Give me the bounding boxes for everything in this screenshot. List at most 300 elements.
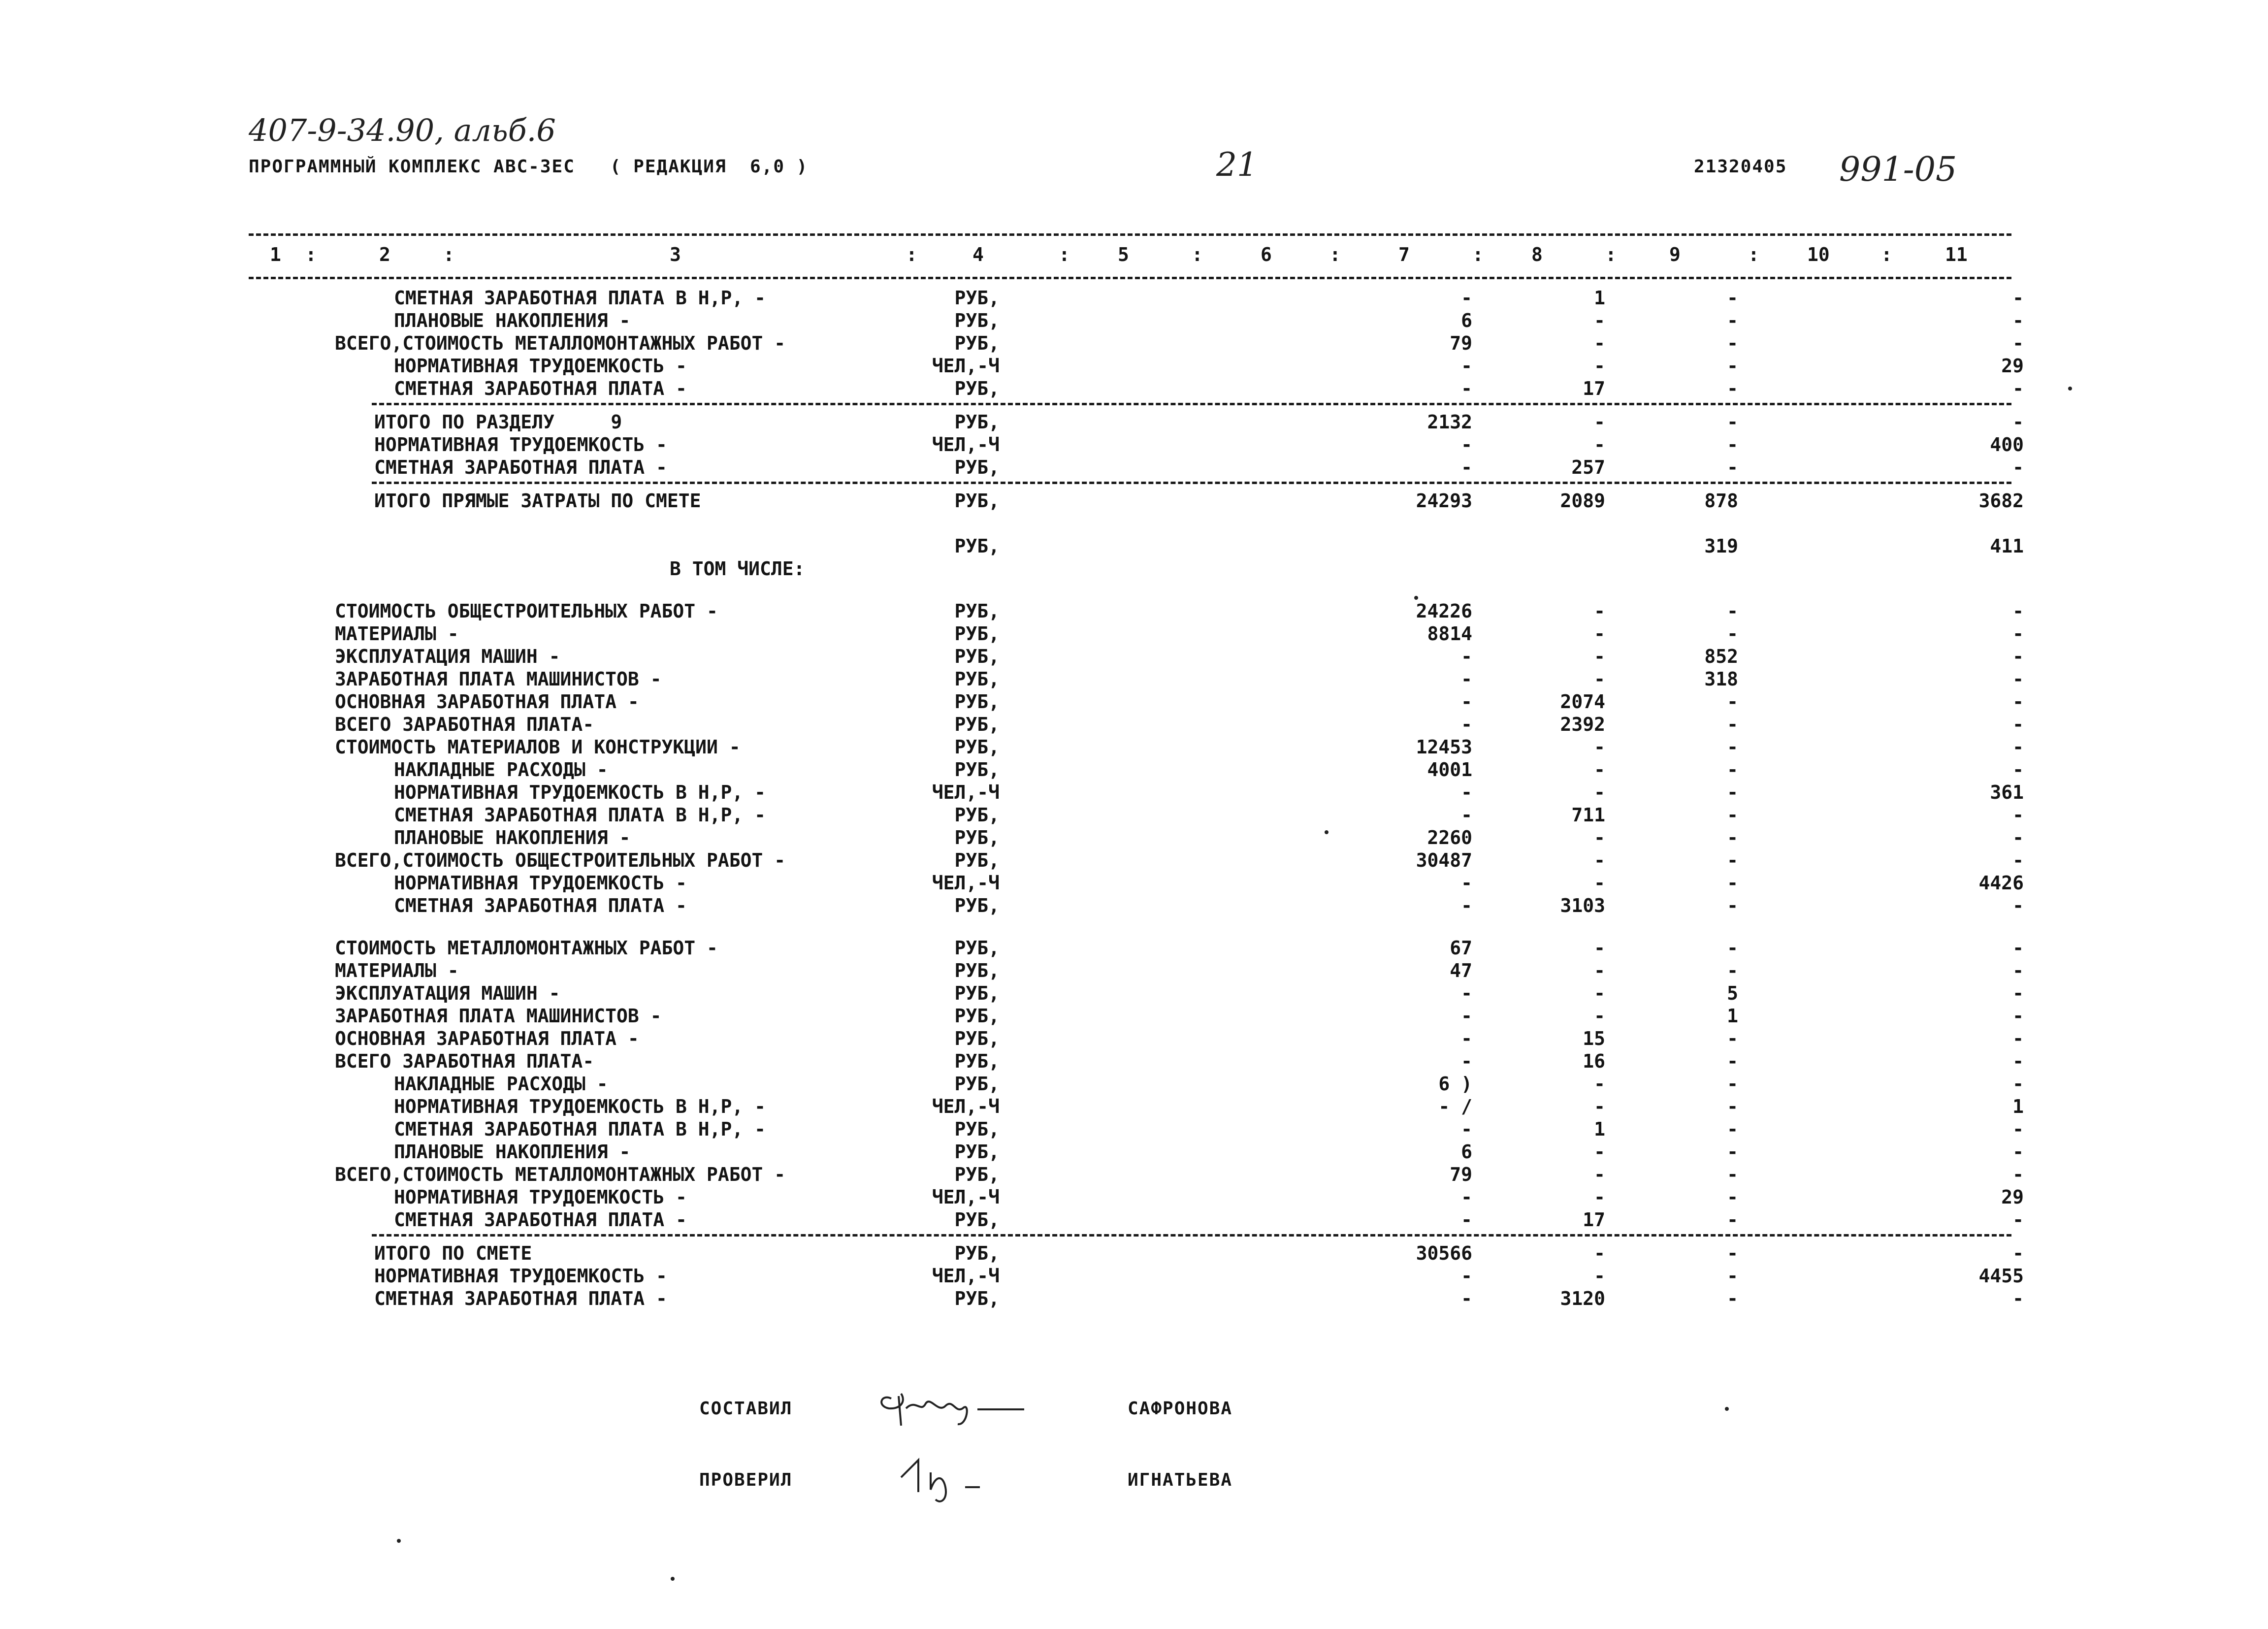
row-label: НОРМАТИВНАЯ ТРУДОЕМКОСТЬ В Н,Р, - xyxy=(394,782,766,803)
column-header-4: 4 xyxy=(972,244,984,265)
column-header-5: 5 xyxy=(1118,244,1129,265)
row-label: ПЛАНОВЫЕ НАКОПЛЕНИЯ - xyxy=(394,1141,631,1163)
row-unit: РУБ, xyxy=(954,1288,1000,1309)
table-row xyxy=(0,1208,2268,1231)
section-rule xyxy=(372,1234,2011,1237)
cell-col-9: - xyxy=(1727,287,1738,309)
cell-col-11: - xyxy=(2012,332,2024,354)
table-row xyxy=(0,982,2268,1005)
cell-col-7: - xyxy=(1461,668,1472,690)
row-unit: РУБ, xyxy=(954,332,1000,354)
cell-col-11: - xyxy=(2012,1242,2024,1264)
row-label: СМЕТНАЯ ЗАРАБОТНАЯ ПЛАТА В Н,Р, - xyxy=(394,287,766,309)
cell-col-7: 8814 xyxy=(1427,623,1472,645)
row-unit: РУБ, xyxy=(954,714,1000,735)
cell-col-7: 6 xyxy=(1461,1141,1472,1163)
cell-col-11: - xyxy=(2012,1164,2024,1185)
cell-col-11: - xyxy=(2012,895,2024,916)
row-unit: РУБ, xyxy=(954,937,1000,959)
row-unit: РУБ, xyxy=(954,1050,1000,1072)
checked-label: ПРОВЕРИЛ xyxy=(699,1470,793,1490)
table-row xyxy=(0,781,2268,804)
row-label: СМЕТНАЯ ЗАРАБОТНАЯ ПЛАТА - xyxy=(394,895,687,916)
row-unit: ЧЕЛ,-Ч xyxy=(932,1265,1000,1287)
table-row xyxy=(0,557,2268,580)
cell-col-9: - xyxy=(1727,691,1738,713)
table-row xyxy=(0,600,2268,622)
speck xyxy=(1414,596,1418,600)
column-separator: : xyxy=(305,244,317,265)
row-unit: РУБ, xyxy=(954,287,1000,309)
cell-col-9: 1 xyxy=(1727,1005,1738,1027)
cell-col-7: 79 xyxy=(1450,332,1472,354)
table-row xyxy=(0,690,2268,713)
cell-col-8: - xyxy=(1594,1073,1605,1095)
cell-col-8: - xyxy=(1594,332,1605,354)
row-unit: РУБ, xyxy=(954,378,1000,399)
cell-col-7: 30566 xyxy=(1416,1242,1472,1264)
row-unit: ЧЕЛ,-Ч xyxy=(932,355,1000,377)
cell-col-8: 3120 xyxy=(1560,1288,1605,1309)
cell-col-8: - xyxy=(1594,960,1605,981)
cell-col-9: 319 xyxy=(1704,535,1738,557)
row-unit: РУБ, xyxy=(954,982,1000,1004)
cell-col-11: 4455 xyxy=(1978,1265,2024,1287)
table-row xyxy=(0,1027,2268,1050)
table-row xyxy=(0,1050,2268,1073)
row-unit: РУБ, xyxy=(954,646,1000,667)
cell-col-11: - xyxy=(2012,668,2024,690)
row-label: В ТОМ ЧИСЛЕ: xyxy=(670,558,805,580)
cell-col-11: - xyxy=(2012,714,2024,735)
table-row xyxy=(0,1005,2268,1027)
table-row xyxy=(0,309,2268,332)
program-title: ПРОГРАММНЫЙ КОМПЛЕКС АВС-3ЕС ( РЕДАКЦИЯ 6,0 ) xyxy=(249,157,809,177)
cell-col-11: - xyxy=(2012,1005,2024,1027)
cell-col-9: - xyxy=(1727,1288,1738,1309)
cell-col-7: - xyxy=(1461,646,1472,667)
cell-col-9: 878 xyxy=(1704,490,1738,512)
row-label: ЭКСПЛУАТАЦИЯ МАШИН - xyxy=(335,982,560,1004)
cell-col-9: - xyxy=(1727,1242,1738,1264)
table-row xyxy=(0,668,2268,690)
row-unit: РУБ, xyxy=(954,490,1000,512)
cell-col-11: - xyxy=(2012,827,2024,848)
cell-col-9: 5 xyxy=(1727,982,1738,1004)
table-row xyxy=(0,489,2268,512)
cell-col-9: - xyxy=(1727,310,1738,331)
compiled-label: СОСТАВИЛ xyxy=(699,1399,793,1419)
table-row xyxy=(0,713,2268,736)
checked-signature xyxy=(896,1453,1014,1507)
cell-col-11: - xyxy=(2012,646,2024,667)
row-label: ВСЕГО,СТОИМОСТЬ МЕТАЛЛОМОНТАЖНЫХ РАБОТ - xyxy=(335,332,786,354)
row-unit: РУБ, xyxy=(954,804,1000,826)
cell-col-11: - xyxy=(2012,1141,2024,1163)
cell-col-9: - xyxy=(1727,1209,1738,1231)
cell-col-9: - xyxy=(1727,1028,1738,1049)
column-separator: : xyxy=(1605,244,1617,265)
cell-col-7: - xyxy=(1461,378,1472,399)
cell-col-9: 852 xyxy=(1704,646,1738,667)
cell-col-11: - xyxy=(2012,982,2024,1004)
cell-col-11: - xyxy=(2012,411,2024,433)
row-unit: ЧЕЛ,-Ч xyxy=(932,1096,1000,1117)
table-row xyxy=(0,849,2268,872)
row-label: ВСЕГО,СТОИМОСТЬ ОБЩЕСТРОИТЕЛЬНЫХ РАБОТ - xyxy=(335,849,786,871)
column-separator: : xyxy=(443,244,454,265)
row-label: СМЕТНАЯ ЗАРАБОТНАЯ ПЛАТА - xyxy=(374,456,667,478)
table-row xyxy=(0,622,2268,645)
cell-col-7: 67 xyxy=(1450,937,1472,959)
cell-col-9: - xyxy=(1727,456,1738,478)
row-label: НАКЛАДНЫЕ РАСХОДЫ - xyxy=(394,1073,608,1095)
cell-col-8: - xyxy=(1594,1265,1605,1287)
cell-col-9: - xyxy=(1727,782,1738,803)
cell-col-8: 1 xyxy=(1594,1118,1605,1140)
column-header-6: 6 xyxy=(1261,244,1272,265)
row-label: ПЛАНОВЫЕ НАКОПЛЕНИЯ - xyxy=(394,827,631,848)
cell-col-11: - xyxy=(2012,287,2024,309)
table-row xyxy=(0,894,2268,917)
cell-col-8: 2089 xyxy=(1560,490,1605,512)
column-header-2: 2 xyxy=(379,244,390,265)
table-row xyxy=(0,332,2268,355)
column-header-10: 10 xyxy=(1807,244,1830,265)
cell-col-8: - xyxy=(1594,849,1605,871)
cell-col-7: - xyxy=(1461,355,1472,377)
cell-col-9: - xyxy=(1727,332,1738,354)
cell-col-7: 2132 xyxy=(1427,411,1472,433)
cell-col-8: - xyxy=(1594,982,1605,1004)
cell-col-7: - xyxy=(1461,1186,1472,1208)
row-unit: РУБ, xyxy=(954,736,1000,758)
cell-col-7: 4001 xyxy=(1427,759,1472,781)
cell-col-8: - xyxy=(1594,827,1605,848)
row-label: НОРМАТИВНАЯ ТРУДОЕМКОСТЬ - xyxy=(394,872,687,894)
cell-col-11: - xyxy=(2012,600,2024,622)
column-separator: : xyxy=(1329,244,1341,265)
row-unit: РУБ, xyxy=(954,411,1000,433)
cell-col-8: 1 xyxy=(1594,287,1605,309)
compiled-signature xyxy=(872,1379,1039,1433)
cell-col-7: - xyxy=(1461,1265,1472,1287)
row-label: ОСНОВНАЯ ЗАРАБОТНАЯ ПЛАТА - xyxy=(335,691,639,713)
page-number: 21 xyxy=(1216,146,1258,184)
cell-col-9: - xyxy=(1727,1265,1738,1287)
cell-col-7: 47 xyxy=(1450,960,1472,981)
speck xyxy=(671,1577,675,1581)
cell-col-9: - xyxy=(1727,849,1738,871)
section-rule xyxy=(372,403,2011,405)
row-label: ВСЕГО ЗАРАБОТНАЯ ПЛАТА- xyxy=(335,714,594,735)
cell-col-8: 2074 xyxy=(1560,691,1605,713)
row-label: НАКЛАДНЫЕ РАСХОДЫ - xyxy=(394,759,608,781)
column-separator: : xyxy=(1748,244,1759,265)
cell-col-7: 30487 xyxy=(1416,849,1472,871)
cell-col-7: - xyxy=(1461,691,1472,713)
cell-col-8: - xyxy=(1594,1141,1605,1163)
cell-col-8: 2392 xyxy=(1560,714,1605,735)
row-unit: РУБ, xyxy=(954,759,1000,781)
row-unit: РУБ, xyxy=(954,691,1000,713)
table-row xyxy=(0,1140,2268,1163)
cell-col-9: - xyxy=(1727,736,1738,758)
table-row xyxy=(0,758,2268,781)
cell-col-9: 318 xyxy=(1704,668,1738,690)
row-unit: РУБ, xyxy=(954,310,1000,331)
cell-col-9: - xyxy=(1727,1186,1738,1208)
row-label: ЭКСПЛУАТАЦИЯ МАШИН - xyxy=(335,646,560,667)
cell-col-9: - xyxy=(1727,623,1738,645)
cell-col-11: - xyxy=(2012,1209,2024,1231)
table-row xyxy=(0,645,2268,668)
cell-col-8: 16 xyxy=(1583,1050,1605,1072)
cell-col-11: - xyxy=(2012,1073,2024,1095)
table-row xyxy=(0,433,2268,456)
column-separator: : xyxy=(906,244,917,265)
cell-col-11: 4426 xyxy=(1978,872,2024,894)
cell-col-8: 17 xyxy=(1583,378,1605,399)
row-unit: РУБ, xyxy=(954,668,1000,690)
row-label: ИТОГО ПО СМЕТЕ xyxy=(374,1242,532,1264)
column-separator: : xyxy=(1059,244,1070,265)
row-unit: РУБ, xyxy=(954,1073,1000,1095)
cell-col-9: - xyxy=(1727,600,1738,622)
cell-col-8: - xyxy=(1594,411,1605,433)
cell-col-8: - xyxy=(1594,759,1605,781)
cell-col-8: - xyxy=(1594,434,1605,456)
column-separator: : xyxy=(1472,244,1484,265)
row-label: ИТОГО ПРЯМЫЕ ЗАТРАТЫ ПО СМЕТЕ xyxy=(374,490,701,512)
cell-col-7: - xyxy=(1461,434,1472,456)
cell-col-7: - xyxy=(1461,456,1472,478)
row-label: СМЕТНАЯ ЗАРАБОТНАЯ ПЛАТА В Н,Р, - xyxy=(394,1118,766,1140)
cell-col-8: - xyxy=(1594,782,1605,803)
cell-col-11: - xyxy=(2012,1028,2024,1049)
cell-col-11: 400 xyxy=(1990,434,2024,456)
cell-col-9: - xyxy=(1727,827,1738,848)
column-header-11: 11 xyxy=(1945,244,1968,265)
table-row xyxy=(0,456,2268,479)
row-label: СТОИМОСТЬ ОБЩЕСТРОИТЕЛЬНЫХ РАБОТ - xyxy=(335,600,718,622)
cell-col-7: - xyxy=(1461,1118,1472,1140)
cell-col-7: - xyxy=(1461,714,1472,735)
speck xyxy=(2068,387,2072,391)
table-row xyxy=(0,1163,2268,1186)
table-row xyxy=(0,287,2268,309)
cell-col-8: - xyxy=(1594,1005,1605,1027)
row-label: НОРМАТИВНАЯ ТРУДОЕМКОСТЬ В Н,Р, - xyxy=(394,1096,766,1117)
row-label: СМЕТНАЯ ЗАРАБОТНАЯ ПЛАТА В Н,Р, - xyxy=(394,804,766,826)
cell-col-7: 24226 xyxy=(1416,600,1472,622)
cell-col-7: - / xyxy=(1438,1096,1472,1117)
column-header-7: 7 xyxy=(1398,244,1410,265)
table-row xyxy=(0,1118,2268,1140)
row-unit: РУБ, xyxy=(954,1118,1000,1140)
handwritten-ref: 407-9-34.90, альб.6 xyxy=(249,112,556,148)
cell-col-9: - xyxy=(1727,1096,1738,1117)
cell-col-11: - xyxy=(2012,1288,2024,1309)
cell-col-7: 12453 xyxy=(1416,736,1472,758)
row-label: СТОИМОСТЬ МАТЕРИАЛОВ И КОНСТРУКЦИИ - xyxy=(335,736,741,758)
cell-col-8: - xyxy=(1594,1096,1605,1117)
row-unit: РУБ, xyxy=(954,456,1000,478)
cell-col-9: - xyxy=(1727,872,1738,894)
table-row xyxy=(0,411,2268,433)
cell-col-9: - xyxy=(1727,714,1738,735)
row-unit: РУБ, xyxy=(954,623,1000,645)
cell-col-9: - xyxy=(1727,937,1738,959)
cell-col-8: - xyxy=(1594,736,1605,758)
table-row xyxy=(0,1095,2268,1118)
row-label: ВСЕГО ЗАРАБОТНАЯ ПЛАТА- xyxy=(335,1050,594,1072)
cell-col-8: - xyxy=(1594,937,1605,959)
row-unit: РУБ, xyxy=(954,827,1000,848)
row-label: НОРМАТИВНАЯ ТРУДОЕМКОСТЬ - xyxy=(394,1186,687,1208)
cell-col-7: - xyxy=(1461,1005,1472,1027)
cell-col-9: - xyxy=(1727,355,1738,377)
cell-col-8: - xyxy=(1594,600,1605,622)
cell-col-11: - xyxy=(2012,937,2024,959)
column-header-9: 9 xyxy=(1669,244,1681,265)
row-label: ЗАРАБОТНАЯ ПЛАТА МАШИНИСТОВ - xyxy=(335,1005,662,1027)
cell-col-9: - xyxy=(1727,804,1738,826)
cell-col-11: 29 xyxy=(2001,355,2024,377)
cell-col-7: 6 ) xyxy=(1438,1073,1472,1095)
cell-col-8: 257 xyxy=(1571,456,1605,478)
table-row xyxy=(0,355,2268,377)
checked-name: ИГНАТЬЕВА xyxy=(1128,1470,1233,1490)
row-unit: РУБ, xyxy=(954,1028,1000,1049)
row-label: СМЕТНАЯ ЗАРАБОТНАЯ ПЛАТА - xyxy=(394,1209,687,1231)
cell-col-7: - xyxy=(1461,982,1472,1004)
handwritten-code: 991-05 xyxy=(1839,150,1957,189)
row-label: НОРМАТИВНАЯ ТРУДОЕМКОСТЬ - xyxy=(374,434,667,456)
cell-col-8: - xyxy=(1594,355,1605,377)
row-unit: РУБ, xyxy=(954,1164,1000,1185)
cell-col-7: - xyxy=(1461,895,1472,916)
cell-col-7: - xyxy=(1461,804,1472,826)
column-header-rule xyxy=(249,277,2011,279)
cell-col-8: 3103 xyxy=(1560,895,1605,916)
table-row xyxy=(0,1265,2268,1287)
section-rule xyxy=(372,482,2011,484)
cell-col-8: - xyxy=(1594,1186,1605,1208)
row-unit: РУБ, xyxy=(954,1005,1000,1027)
cell-col-7: - xyxy=(1461,287,1472,309)
cell-col-8: - xyxy=(1594,1164,1605,1185)
row-label: ЗАРАБОТНАЯ ПЛАТА МАШИНИСТОВ - xyxy=(335,668,662,690)
column-header-8: 8 xyxy=(1531,244,1543,265)
cell-col-11: - xyxy=(2012,691,2024,713)
table-row xyxy=(0,535,2268,557)
cell-col-11: - xyxy=(2012,456,2024,478)
table-row xyxy=(0,804,2268,826)
row-label: МАТЕРИАЛЫ - xyxy=(335,960,459,981)
cell-col-8: - xyxy=(1594,310,1605,331)
cell-col-9: - xyxy=(1727,1164,1738,1185)
cell-col-8: - xyxy=(1594,646,1605,667)
cell-col-8: - xyxy=(1594,623,1605,645)
cell-col-9: - xyxy=(1727,1141,1738,1163)
row-unit: ЧЕЛ,-Ч xyxy=(932,872,1000,894)
cell-col-11: 3682 xyxy=(1978,490,2024,512)
row-unit: РУБ, xyxy=(954,600,1000,622)
row-unit: РУБ, xyxy=(954,1242,1000,1264)
table-top-rule xyxy=(249,233,2011,236)
cell-col-9: - xyxy=(1727,759,1738,781)
row-unit: ЧЕЛ,-Ч xyxy=(932,782,1000,803)
cell-col-7: - xyxy=(1461,782,1472,803)
cell-col-9: - xyxy=(1727,895,1738,916)
row-unit: ЧЕЛ,-Ч xyxy=(932,1186,1000,1208)
cell-col-11: 411 xyxy=(1990,535,2024,557)
cell-col-11: - xyxy=(2012,736,2024,758)
table-row xyxy=(0,736,2268,758)
cell-col-8: - xyxy=(1594,872,1605,894)
cell-col-7: 6 xyxy=(1461,310,1472,331)
cell-col-11: - xyxy=(2012,804,2024,826)
cell-col-11: 1 xyxy=(2012,1096,2024,1117)
speck xyxy=(1325,830,1328,834)
cell-col-11: - xyxy=(2012,310,2024,331)
row-label: СТОИМОСТЬ МЕТАЛЛОМОНТАЖНЫХ РАБОТ - xyxy=(335,937,718,959)
column-separator: : xyxy=(1192,244,1203,265)
column-header-1: 1 xyxy=(270,244,281,265)
cell-col-9: - xyxy=(1727,1073,1738,1095)
row-unit: РУБ, xyxy=(954,1209,1000,1231)
doc-code: 21320405 xyxy=(1694,157,1787,177)
cell-col-7: - xyxy=(1461,1028,1472,1049)
table-row xyxy=(0,872,2268,894)
cell-col-7: - xyxy=(1461,872,1472,894)
cell-col-9: - xyxy=(1727,411,1738,433)
cell-col-11: 29 xyxy=(2001,1186,2024,1208)
cell-col-9: - xyxy=(1727,1050,1738,1072)
row-label: ВСЕГО,СТОИМОСТЬ МЕТАЛЛОМОНТАЖНЫХ РАБОТ - xyxy=(335,1164,786,1185)
column-separator: : xyxy=(1881,244,1892,265)
speck xyxy=(1725,1407,1729,1411)
row-unit: РУБ, xyxy=(954,960,1000,981)
row-unit: РУБ, xyxy=(954,895,1000,916)
row-unit: РУБ, xyxy=(954,535,1000,557)
cell-col-7: 24293 xyxy=(1416,490,1472,512)
cell-col-8: 17 xyxy=(1583,1209,1605,1231)
cell-col-8: - xyxy=(1594,1242,1605,1264)
cell-col-11: - xyxy=(2012,1118,2024,1140)
row-label: СМЕТНАЯ ЗАРАБОТНАЯ ПЛАТА - xyxy=(374,1288,667,1309)
column-header-3: 3 xyxy=(670,244,681,265)
cell-col-8: - xyxy=(1594,668,1605,690)
cell-col-11: - xyxy=(2012,378,2024,399)
row-label: НОРМАТИВНАЯ ТРУДОЕМКОСТЬ - xyxy=(374,1265,667,1287)
cell-col-11: - xyxy=(2012,849,2024,871)
row-label: ИТОГО ПО РАЗДЕЛУ 9 xyxy=(374,411,622,433)
row-label: НОРМАТИВНАЯ ТРУДОЕМКОСТЬ - xyxy=(394,355,687,377)
cell-col-7: 2260 xyxy=(1427,827,1472,848)
row-label: ОСНОВНАЯ ЗАРАБОТНАЯ ПЛАТА - xyxy=(335,1028,639,1049)
cell-col-7: 79 xyxy=(1450,1164,1472,1185)
row-label: СМЕТНАЯ ЗАРАБОТНАЯ ПЛАТА - xyxy=(394,378,687,399)
cell-col-11: - xyxy=(2012,759,2024,781)
cell-col-11: - xyxy=(2012,1050,2024,1072)
table-row xyxy=(0,1186,2268,1208)
table-row xyxy=(0,377,2268,400)
cell-col-9: - xyxy=(1727,434,1738,456)
table-row xyxy=(0,1242,2268,1265)
speck xyxy=(397,1539,401,1543)
